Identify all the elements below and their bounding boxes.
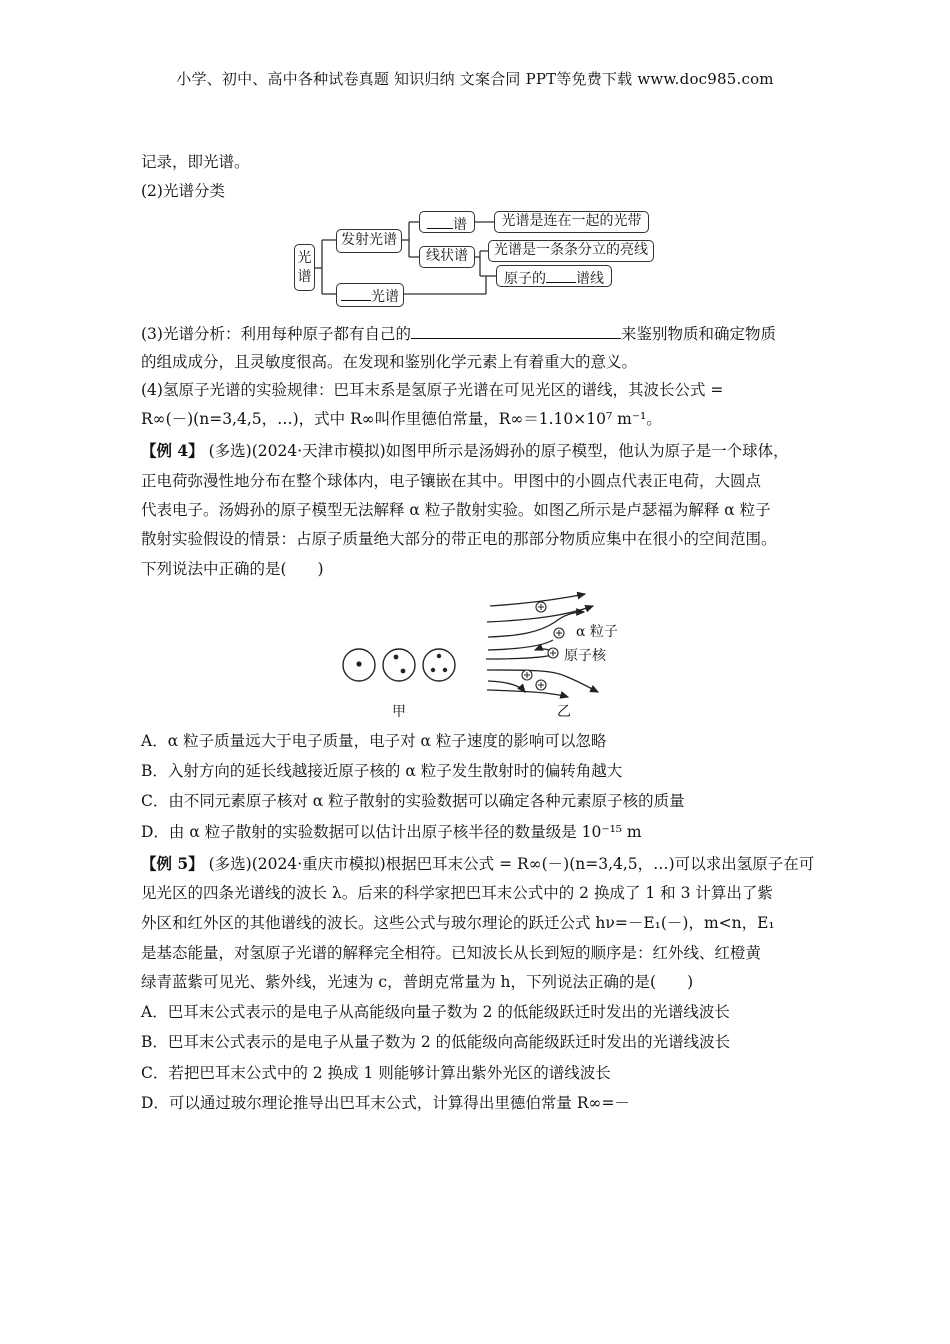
example4-option-a: A．α 粒子质量远大于电子质量，电子对 α 粒子速度的影响可以忽略 (141, 732, 607, 750)
line-desc: 光谱是一条条分立的亮线 (494, 242, 648, 258)
figure-yi-label: 乙 (557, 704, 571, 720)
electron-dot (401, 669, 406, 674)
example5-line4: 是基态能量，对氢原子光谱的解释完全相符。已知波长从长到短的顺序是：红外线、红橙黄 (141, 944, 762, 962)
line-spectrum-label: 线状谱 (426, 248, 468, 264)
section3-suffix: 来鉴别物质和确定物质 (620, 325, 776, 343)
continuous-desc: 光谱是连在一起的光带 (501, 213, 642, 229)
example4-tag: 【例 4】 (141, 441, 204, 460)
line-desc-box (488, 240, 654, 262)
atom-prefix: 原子的 (504, 271, 546, 287)
section3-line2: 的组成成分，且灵敏度很高。在发现和鉴别化学元素上有着重大的意义。 (141, 353, 638, 371)
plus-signs (524, 604, 562, 688)
continuous-suffix: 谱 (453, 217, 467, 233)
example4-line1 (141, 441, 789, 461)
nuclei (522, 602, 564, 690)
atom-blank (546, 266, 576, 283)
absorption-blank (341, 284, 371, 301)
root-box (294, 244, 315, 291)
figure-jia-label: 甲 (392, 704, 406, 720)
example4-option-b: B．入射方向的延长线越接近原子核的 α 粒子发生散射时的偏转角越大 (141, 762, 623, 780)
section3-line1 (141, 322, 776, 344)
electron-dot (394, 655, 399, 660)
page-header: 小学、初中、高中各种试卷真题 知识归纳 文案合同 PPT等免费下载 www.doc985.com (176, 70, 774, 88)
nucleus-label: 原子核 (564, 648, 606, 664)
example5-option-c: C．若把巴耳末公式中的 2 换成 1 则能够计算出紫外光区的谱线波长 (141, 1064, 611, 1082)
example5-line1 (141, 854, 814, 874)
thomson-model-2 (383, 649, 415, 681)
emission-box (336, 229, 402, 253)
electron-dot (437, 654, 441, 658)
root-label: 光谱 (297, 250, 312, 285)
continuous-box (419, 211, 475, 233)
continuous-desc-box (494, 211, 649, 233)
example5-option-b: B．巴耳末公式表示的是电子从量子数为 2 的低能级向高能级跃迁时发出的光谱线波长 (141, 1033, 731, 1051)
emission-label: 发射光谱 (341, 232, 397, 248)
section3-prefix: (3)光谱分析：利用每种原子都有自己的 (141, 325, 411, 343)
electron-dot (431, 668, 435, 672)
example4-line5: 下列说法中正确的是( ) (141, 560, 324, 578)
electron-dot (356, 661, 361, 666)
example5-line5: 绿青蓝紫可见光、紫外线，光速为 c，普朗克常量为 h，下列说法正确的是( ) (141, 973, 694, 991)
absorption-box (336, 283, 404, 307)
example4-option-c: C．由不同元素原子核对 α 粒子散射的实验数据可以确定各种元素原子核的质量 (141, 792, 685, 810)
continuous-blank (427, 212, 453, 229)
section4-line1: (4)氢原子光谱的实验规律：巴耳末系是氢原子光谱在可见光区的谱线，其波长公式 = (141, 381, 724, 399)
section3-blank (411, 322, 621, 339)
intro-line: 记录，即光谱。 (141, 153, 250, 171)
section4-line2: R∞(－)(n=3,4,5，…)，式中 R∞叫作里德伯常量，R∞＝1.10×10⁷ m⁻¹。 (141, 410, 662, 428)
example5-text-1: (多选)(2024·重庆市模拟)根据巴耳末公式 = R∞(－)(n=3,4,5，…)可以求出氢原子在可 (203, 855, 815, 873)
alpha-particle-label: α 粒子 (576, 624, 618, 640)
example4-line4: 散射实验假设的情景：占原子质量绝大部分的带正电的那部分物质应集中在很小的空间范围。 (141, 530, 777, 548)
example5-line3: 外区和红外区的其他谱线的波长。这些公式与玻尔理论的跃迁公式 hν=－E₁(－)，m<n，E₁ (141, 914, 775, 932)
absorption-suffix: 光谱 (371, 289, 399, 305)
example5-line2: 见光区的四条光谱线的波长 λ。后来的科学家把巴耳末公式中的 2 换成了 1 和 3 计算出了紫 (141, 884, 773, 902)
thomson-model-1 (343, 649, 375, 681)
example4-option-d: D．由 α 粒子散射的实验数据可以估计出原子核半径的数量级是 10⁻¹⁵ m (141, 823, 642, 841)
example5-option-d: D．可以通过玻尔理论推导出巴耳末公式，计算得出里德伯常量 R∞=－ (141, 1094, 630, 1112)
atom-line-box (496, 265, 612, 287)
example5-tag: 【例 5】 (141, 854, 204, 873)
atom-suffix: 谱线 (576, 271, 604, 287)
thomson-model-3 (423, 649, 455, 681)
line-spectrum-box (419, 246, 475, 268)
example4-text-1: (多选)(2024·天津市模拟)如图甲所示是汤姆孙的原子模型，他认为原子是一个球体， (203, 442, 789, 460)
section2-title: (2)光谱分类 (141, 182, 225, 200)
example4-line3: 代表电子。汤姆孙的原子模型无法解释 α 粒子散射实验。如图乙所示是卢瑟福为解释 α 粒子 (141, 501, 771, 519)
example4-line2: 正电荷弥漫性地分布在整个球体内，电子镶嵌在其中。甲图中的小圆点代表正电荷，大圆点 (141, 472, 762, 490)
example5-option-a: A．巴耳末公式表示的是电子从高能级向量子数为 2 的低能级跃迁时发出的光谱线波长 (141, 1003, 730, 1021)
electron-dot (443, 668, 447, 672)
